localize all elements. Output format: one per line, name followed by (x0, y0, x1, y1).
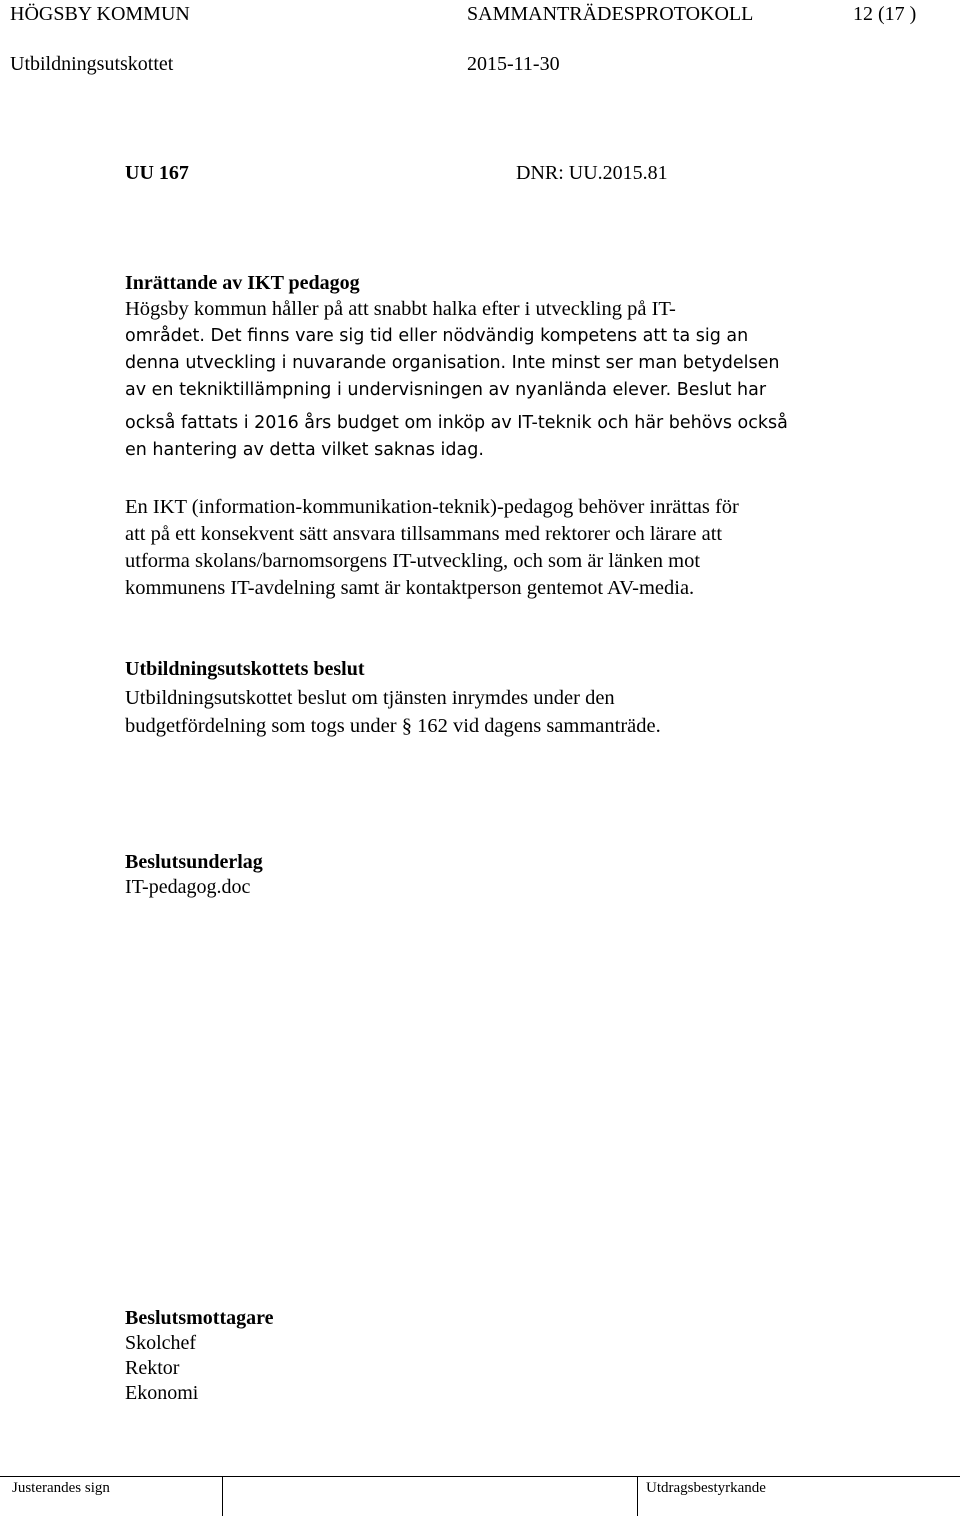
basis-document: IT-pedagog.doc (125, 876, 251, 898)
paragraph-line: En IKT (information-kommunikation-teknik)-pedagog behöver inrättas för (125, 496, 739, 518)
decision-line: Utbildningsutskottet beslut om tjänsten inrymdes under den (125, 687, 615, 709)
footer-certification-label: Utdragsbestyrkande (646, 1480, 766, 1496)
recipient-item: Rektor (125, 1357, 180, 1379)
decision-line: budgetfördelning som togs under § 162 vid dagens sammanträde. (125, 715, 661, 737)
paragraph-line: också fattats i 2016 års budget om inköp av IT-teknik och här behövs också (125, 413, 788, 433)
section-heading: Inrättande av IKT pedagog (125, 272, 360, 294)
meeting-date: 2015-11-30 (467, 53, 560, 75)
paragraph-line: denna utveckling i nuvarande organisation. Inte minst ser man betydelsen (125, 353, 780, 373)
paragraph-line: kommunens IT-avdelning samt är kontaktperson gentemot AV-media. (125, 577, 695, 599)
footer-divider (637, 1476, 638, 1516)
paragraph-line: en hantering av detta vilket saknas idag. (125, 440, 484, 460)
document-type: SAMMANTRÄDESPROTOKOLL (467, 3, 754, 25)
recipient-item: Ekonomi (125, 1382, 199, 1404)
item-number: UU 167 (125, 162, 189, 184)
recipients-heading: Beslutsmottagare (125, 1307, 274, 1329)
paragraph-line: Högsby kommun håller på att snabbt halka efter i utveckling på IT- (125, 298, 676, 320)
footer-divider (222, 1476, 223, 1516)
basis-heading: Beslutsunderlag (125, 851, 263, 873)
page-number: 12 (17 ) (853, 3, 917, 25)
paragraph-line: området. Det finns vare sig tid eller nödvändig kompetens att ta sig an (125, 326, 749, 346)
paragraph-line: utforma skolans/barnomsorgens IT-utveckling, och som är länken mot (125, 550, 701, 572)
footer-sign-label: Justerandes sign (12, 1480, 110, 1496)
decision-heading: Utbildningsutskottets beslut (125, 658, 365, 680)
org-name: HÖGSBY KOMMUN (10, 3, 190, 25)
paragraph-line: att på ett konsekvent sätt ansvara tillsammans med rektorer och lärare att (125, 523, 723, 545)
dnr-number: DNR: UU.2015.81 (516, 162, 668, 184)
committee-name: Utbildningsutskottet (10, 53, 174, 75)
paragraph-line: av en tekniktillämpning i undervisningen av nyanlända elever. Beslut har (125, 380, 767, 400)
recipient-item: Skolchef (125, 1332, 197, 1354)
footer-rule (0, 1476, 960, 1477)
